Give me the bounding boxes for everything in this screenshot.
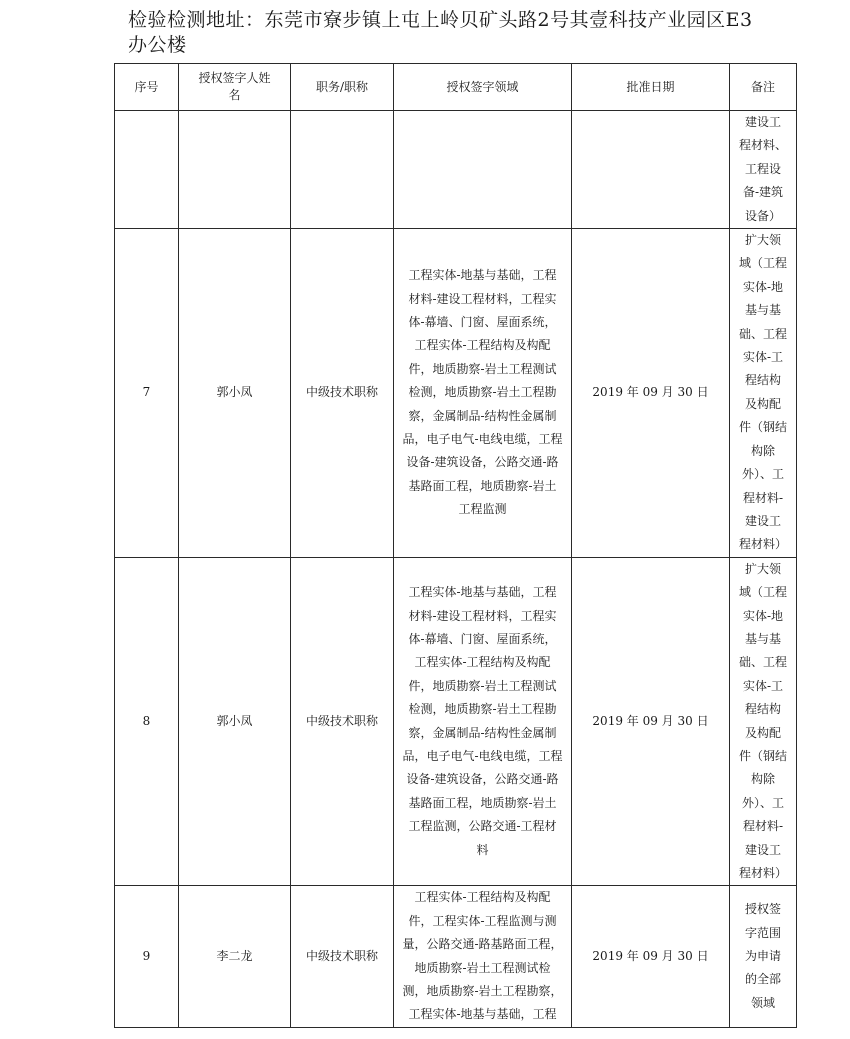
cell-title: 中级技术职称 bbox=[291, 886, 394, 1027]
cell-no: 9 bbox=[115, 886, 179, 1027]
cell-title: 中级技术职称 bbox=[291, 557, 394, 886]
cell-title bbox=[291, 111, 394, 229]
cell-scope bbox=[394, 111, 572, 229]
heading-line-2: 办公楼 bbox=[128, 34, 187, 56]
cell-notes: 扩大领 域（工程 实体-地 基与基 础、工程 实体-工 程结构 及构配 件（钢结 构除 外）、工 程材料- 建设工 程材料） bbox=[730, 557, 797, 886]
header-no: 序号 bbox=[115, 64, 179, 111]
header-name: 授权签字人姓名 bbox=[179, 64, 291, 111]
table-row bbox=[115, 886, 797, 1027]
header-date: 批准日期 bbox=[572, 64, 730, 111]
document-heading bbox=[128, 8, 808, 58]
cell-date: 2019 年 09 月 30 日 bbox=[572, 557, 730, 886]
header-notes: 备注 bbox=[730, 64, 797, 111]
cell-notes: 建设工 程材料、 工程设 备-建筑 设备） bbox=[730, 111, 797, 229]
cell-name bbox=[179, 111, 291, 229]
cell-no: 7 bbox=[115, 229, 179, 558]
table-row bbox=[115, 229, 797, 558]
table-header-row bbox=[115, 64, 797, 111]
cell-name: 郭小凤 bbox=[179, 557, 291, 886]
cell-date: 2019 年 09 月 30 日 bbox=[572, 229, 730, 558]
table-row-continued bbox=[115, 111, 797, 229]
header-scope: 授权签字领域 bbox=[394, 64, 572, 111]
cell-name: 郭小凤 bbox=[179, 229, 291, 558]
cell-name: 李二龙 bbox=[179, 886, 291, 1027]
table-row bbox=[115, 557, 797, 886]
cell-date bbox=[572, 111, 730, 229]
cell-no: 8 bbox=[115, 557, 179, 886]
cell-scope: 工程实体-地基与基础，工程 材料-建设工程材料，工程实 体-幕墙、门窗、屋面系统， 工程实体-工程结构及构配 件，地质勘察-岩土工程测试 检测，地质勘察-岩土工程勘 察，金属制品-结构性金属制 品，电子电气-电线电缆，工程 设备-建筑设备，公路交通-路 基路面工程，地质勘察-岩土 工程监测 bbox=[394, 229, 572, 558]
cell-scope: 工程实体-地基与基础，工程 材料-建设工程材料，工程实 体-幕墙、门窗、屋面系统， 工程实体-工程结构及构配 件，地质勘察-岩土工程测试 检测，地质勘察-岩土工程勘 察，金属制品-结构性金属制 品，电子电气-电线电缆，工程 设备-建筑设备，公路交通-路 基路面工程，地质勘察-岩土 工程监测，公路交通-工程材 料 bbox=[394, 557, 572, 886]
cell-notes: 授权签 字范围 为申请 的全部 领域 bbox=[730, 886, 797, 1027]
cell-date: 2019 年 09 月 30 日 bbox=[572, 886, 730, 1027]
heading-line-1: 检验检测地址：东莞市寮步镇上屯上岭贝矿头路2号其壹科技产业园区E3 bbox=[128, 9, 753, 31]
cell-notes: 扩大领 域（工程 实体-地 基与基 础、工程 实体-工 程结构 及构配 件（钢结 构除 外）、工 程材料- 建设工 程材料） bbox=[730, 229, 797, 558]
cell-no bbox=[115, 111, 179, 229]
header-title: 职务/职称 bbox=[291, 64, 394, 111]
cell-scope: 工程实体-工程结构及构配 件，工程实体-工程监测与测 量，公路交通-路基路面工程， 地质勘察-岩土工程测试检 测，地质勘察-岩土工程勘察， 工程实体-地基与基础，工程 bbox=[394, 886, 572, 1027]
authorized-signatory-table bbox=[114, 63, 797, 1028]
cell-title: 中级技术职称 bbox=[291, 229, 394, 558]
